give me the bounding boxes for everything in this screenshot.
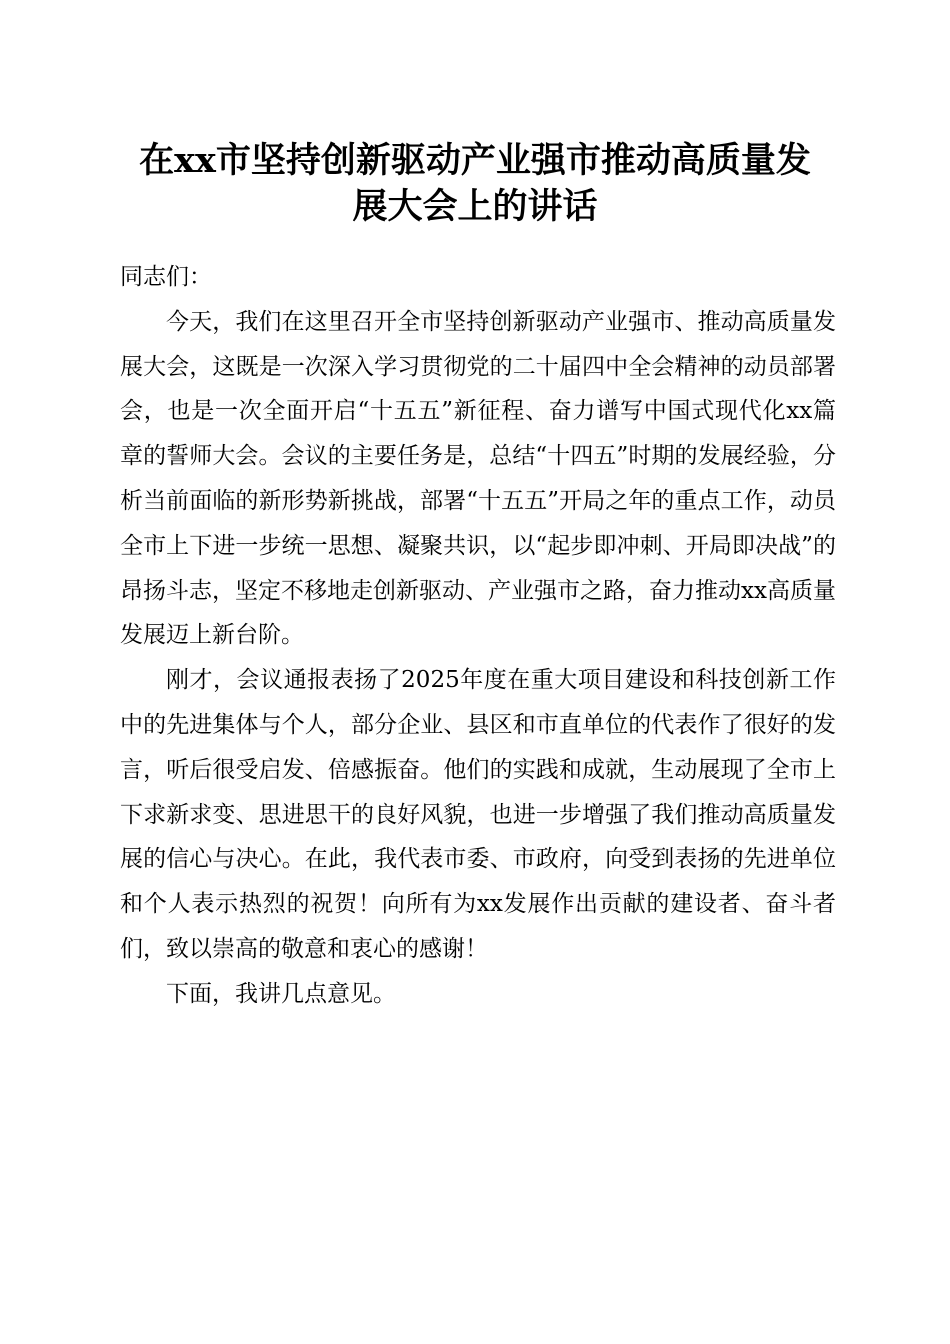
title-line-2: 展大会上的讲话	[352, 186, 598, 227]
paragraph-commendation: 刚才，会议通报表扬了2025年度在重大项目建设和科技创新工作中的先进集体与个人，部分企业、县区和市直单位的代表作了很好的发言，听后很受启发、倍感振奋。他们的实践和成就，生动展现了全市上下求新求变、思进思干的良好风貌，也进一步增强了我们推动高质量发展的信心与决心。在此，我代表市委、市政府，向受到表扬的先进单位和个人表示热烈的祝贺！向所有为xx发展作出贡献的建设者、奋斗者们，致以崇高的敬意和衷心的感谢！	[120, 667, 836, 962]
paragraph-opening: 今天，我们在这里召开全市坚持创新驱动产业强市、推动高质量发展大会，这既是一次深入学习贯彻党的二十届四中全会精神的动员部署会，也是一次全面开启“十五五”新征程、奋力谱写中国式现代化xx篇章的誓师大会。会议的主要任务是，总结“十四五”时期的发展经验，分析当前面临的新形势新挑战，部署“十五五”开局之年的重点工作，动员全市上下进一步统一思想、凝聚共识，以“起步即冲刺、开局即决战”的昂扬斗志，坚定不移地走创新驱动、产业强市之路，奋力推动xx高质量发展迈上新台阶。	[120, 308, 836, 649]
title-line-1: 在xx市坚持创新驱动产业强市推动高质量发	[139, 140, 811, 181]
salutation: 同志们：	[120, 264, 212, 290]
paragraph-transition: 下面，我讲几点意见。	[166, 980, 396, 1007]
page-title	[100, 138, 850, 230]
document-body	[120, 255, 836, 1017]
